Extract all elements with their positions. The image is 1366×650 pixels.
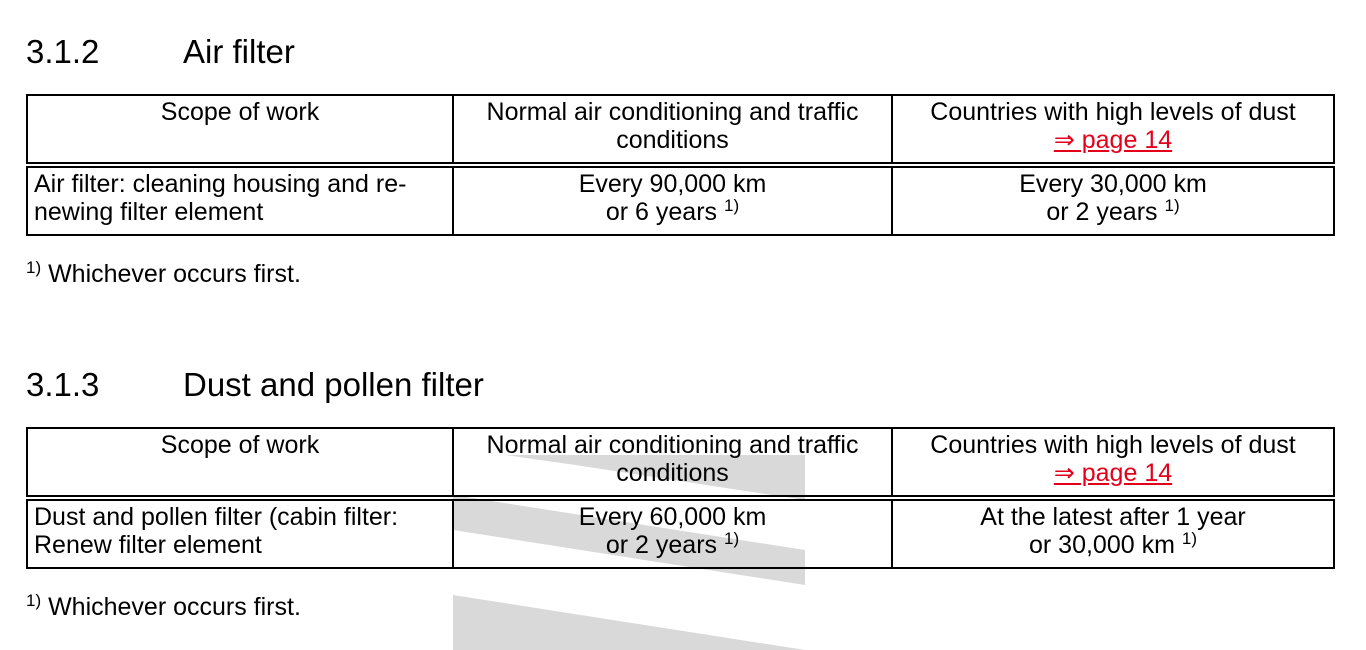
header-scope: Scope of work <box>27 428 453 498</box>
section-air-filter <box>26 33 1333 288</box>
header-normal: Normal air conditioning and traffic conditions <box>453 95 892 165</box>
table-row <box>27 498 1334 568</box>
page-link[interactable]: ⇒ page 14 <box>1053 126 1173 154</box>
header-dust: Countries with high levels of dust ⇒ page 14 <box>892 428 1334 498</box>
footnote-mark: 1) <box>1181 529 1197 548</box>
section-title: Dust and pollen filter <box>183 366 484 403</box>
header-dust: Countries with high levels of dust ⇒ page 14 <box>892 95 1334 165</box>
section-title: Air filter <box>183 33 295 70</box>
cell-dust-interval: Every 30,000 km or 2 years $^{1)}$ <box>892 165 1334 235</box>
maintenance-table <box>26 427 1335 569</box>
section-dust-pollen-filter <box>26 366 1333 621</box>
cell-scope: Air filter: cleaning housing and re- newing filter element <box>27 165 453 235</box>
header-normal: Normal air conditioning and traffic conditions <box>453 428 892 498</box>
cell-scope: Dust and pollen filter (cabin filter: Renew filter element <box>27 498 453 568</box>
section-number: 3.1.2 <box>26 33 100 70</box>
table-row <box>27 165 1334 235</box>
header-scope: Scope of work <box>27 95 453 165</box>
cell-normal-interval: Every 90,000 km or 6 years $^{1)}$ <box>453 165 892 235</box>
cell-normal-interval: Every 60,000 km or 2 years $^{1)}$ <box>453 498 892 568</box>
maintenance-table <box>26 94 1335 236</box>
page-link[interactable]: ⇒ page 14 <box>1053 459 1173 487</box>
section-heading <box>26 33 1333 71</box>
section-number: 3.1.3 <box>26 366 100 403</box>
table-header-row <box>27 428 1334 498</box>
table-header-row <box>27 95 1334 165</box>
section-heading <box>26 366 1333 404</box>
footnote-mark: 1) <box>1164 196 1180 215</box>
footnote-mark: 1) <box>724 196 740 215</box>
cell-dust-interval: At the latest after 1 year or 30,000 km $^{1)}$ <box>892 498 1334 568</box>
footnote: $^{1)}$ Whichever occurs first. <box>26 591 301 621</box>
footnote-mark: 1) <box>724 529 740 548</box>
footnote: $^{1)}$ Whichever occurs first. <box>26 258 301 288</box>
